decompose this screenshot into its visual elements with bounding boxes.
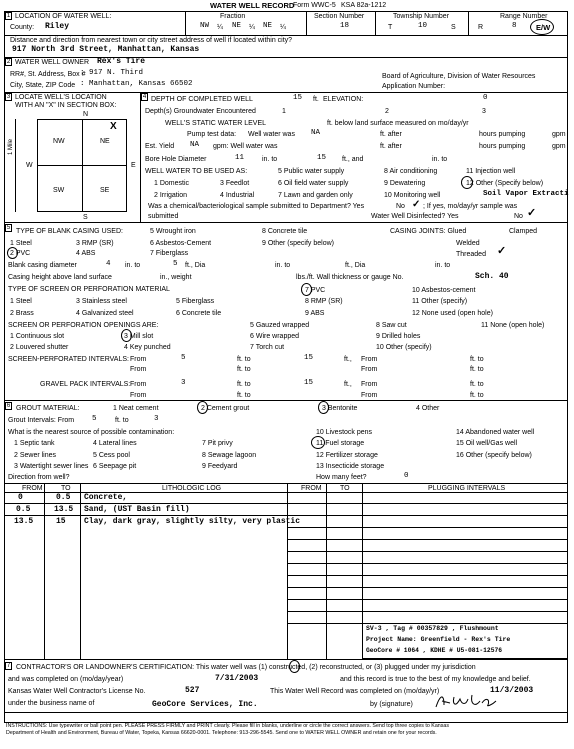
business-label: under the business name of bbox=[8, 700, 95, 707]
section-5-number: 5 bbox=[6, 225, 11, 231]
how-many-feet-value: 0 bbox=[404, 472, 409, 480]
pump-well-water-label: Well water was bbox=[248, 131, 295, 138]
ft-label: ft. bbox=[313, 96, 319, 103]
screen-option: 3 Stainless steel bbox=[76, 298, 127, 305]
groundwater-label: Depth(s) Groundwater Encountered bbox=[145, 108, 256, 115]
direction-label: Direction from well? bbox=[8, 474, 70, 481]
distance-label: Distance and direction from nearest town or city street address of well if located within city? bbox=[10, 37, 293, 44]
plug-header-to: TO bbox=[340, 485, 350, 492]
from-label: From bbox=[130, 356, 147, 363]
contam-option: 1 Septic tank bbox=[14, 440, 55, 447]
county-label: County: bbox=[10, 24, 35, 31]
mile-label: 1 Mile bbox=[8, 138, 14, 155]
casing-option: 5 Wrought iron bbox=[150, 228, 196, 235]
contam-option: 9 Feedyard bbox=[202, 463, 238, 470]
rr-label: RR#, St. Address, Box # bbox=[10, 71, 86, 78]
to-label: in. to bbox=[432, 156, 448, 163]
instructions-line-2: Department of Health and Environment, Bureau of Water, Topeka, Kansas 66620-0001. Telephone: 913-296-5545. Send one to WATER WELL OWNER and retain one for your records. bbox=[6, 730, 437, 736]
quarter-1: NW bbox=[200, 22, 210, 30]
screen-material-label: TYPE OF SCREEN OR PERFORATION MATERIAL bbox=[8, 286, 170, 293]
joints-label: CASING JOINTS: Glued bbox=[390, 228, 467, 235]
after-label: ft. after bbox=[380, 131, 402, 138]
to-label: ft. to bbox=[470, 381, 484, 388]
opening-option: 2 Louvered shutter bbox=[10, 344, 69, 351]
se-label: SE bbox=[100, 187, 110, 194]
use-option: 5 Public water supply bbox=[278, 168, 345, 175]
opening-option: 1 Continuous slot bbox=[10, 333, 65, 340]
bore-value: 11 bbox=[235, 154, 245, 162]
completed-label: and was completed on (mo/day/year) bbox=[8, 676, 124, 683]
elevation-label: ELEVATION: bbox=[323, 96, 364, 103]
hours-label: hours pumping bbox=[479, 143, 526, 150]
screen-option: 10 Asbestos-cement bbox=[412, 287, 476, 294]
use-label: WELL WATER TO BE USED AS: bbox=[145, 168, 248, 175]
welded-label: Welded bbox=[456, 240, 480, 247]
log-row-from: 0 bbox=[18, 493, 23, 502]
screen-option: 5 Fiberglass bbox=[176, 298, 215, 305]
ft-label: ft., bbox=[344, 356, 352, 363]
use-option: 8 Air conditioning bbox=[384, 168, 438, 175]
contam-option: 12 Fertilizer storage bbox=[316, 452, 378, 459]
note-line: Project Name: Greenfield - Rex's Tire bbox=[366, 636, 511, 643]
to-label: ft. to bbox=[470, 392, 484, 399]
plug-header-intervals: PLUGGING INTERVALS bbox=[428, 485, 506, 492]
casing-option-selected: 2 PVC bbox=[10, 250, 31, 257]
gravel-to-value: 15 bbox=[304, 379, 314, 387]
east-label: E bbox=[131, 162, 136, 169]
license-value: 527 bbox=[185, 686, 200, 695]
to-label: ft. to bbox=[237, 392, 251, 399]
pump-na: NA bbox=[311, 129, 321, 137]
range-r: R bbox=[478, 24, 484, 31]
in-to-label: in. to bbox=[262, 156, 278, 163]
gpm-label: gpm bbox=[552, 131, 566, 138]
opening-option: 4 Key punched bbox=[124, 344, 171, 351]
grout-label: GROUT MATERIAL: bbox=[16, 405, 80, 412]
gravel-from-value: 3 bbox=[181, 379, 186, 387]
casing-pvc-circle bbox=[7, 247, 18, 259]
use-option: 3 Feedlot bbox=[220, 180, 250, 187]
application-number-label: Application Number: bbox=[382, 83, 446, 90]
log-row-to: 0.5 bbox=[56, 493, 71, 502]
depth-value: 15 bbox=[293, 94, 303, 102]
log-row-to: 15 bbox=[56, 517, 66, 526]
from-label: From bbox=[130, 366, 147, 373]
casing-option: 9 Other (specify below) bbox=[262, 240, 334, 247]
casing-option: 1 Steel bbox=[10, 240, 32, 247]
perf-from-value: 5 bbox=[181, 354, 186, 362]
casing-option: 7 Fiberglass bbox=[150, 250, 189, 257]
ft-label: ft., bbox=[344, 381, 352, 388]
note-line: GeoCore # 1064 , KDHE # U5-081-12576 bbox=[366, 647, 503, 654]
gw-2: 2 bbox=[385, 108, 389, 115]
bore-label: Bore Hole Diameter bbox=[145, 156, 207, 163]
sw-label: SW bbox=[53, 187, 65, 194]
record-completed-label: This Water Well Record was completed on (mo/day/yr) bbox=[270, 688, 440, 695]
nw-label: NW bbox=[53, 138, 65, 145]
range-ew: E/W bbox=[536, 23, 551, 32]
opening-option: 5 Gauzed wrapped bbox=[250, 322, 310, 329]
section-3-number: 3 bbox=[6, 94, 11, 100]
in-to-label: in. to bbox=[435, 262, 451, 269]
disinfected-no-label: No bbox=[514, 213, 523, 220]
perf-to-value: 15 bbox=[304, 354, 314, 362]
contam-option: 8 Sewage lagoon bbox=[202, 452, 257, 459]
fraction-label: Fraction bbox=[220, 13, 246, 20]
owner-value: Rex's Tire bbox=[97, 57, 146, 66]
section-2-number: 2 bbox=[6, 59, 11, 65]
section-number-value: 18 bbox=[340, 22, 350, 30]
quarter-3: NE bbox=[263, 22, 273, 30]
log-row-desc: Clay, dark gray, slightly silty, very plastic bbox=[84, 517, 301, 526]
use-option: 4 Industrial bbox=[220, 192, 255, 199]
contam-option: 15 Oil well/Gas well bbox=[456, 440, 518, 447]
screen-option: 4 Galvanized steel bbox=[76, 310, 134, 317]
log-row-from: 13.5 bbox=[14, 517, 34, 526]
use-option: 11 Injection well bbox=[466, 168, 516, 175]
from-label: From bbox=[361, 381, 378, 388]
range-ew-circle bbox=[530, 19, 554, 35]
owner-label: WATER WELL OWNER bbox=[15, 59, 90, 66]
completed-value: 7/31/2003 bbox=[215, 674, 259, 683]
rr-value: : 917 N. Third bbox=[80, 69, 144, 77]
screen-option: 9 ABS bbox=[305, 310, 325, 317]
contam-option: 7 Pit privy bbox=[202, 440, 233, 447]
submitted-label: submitted bbox=[148, 213, 179, 220]
locate-label-1: LOCATE WELL'S LOCATION bbox=[15, 94, 107, 101]
contam-option: 5 Cess pool bbox=[93, 452, 130, 459]
log-row-from: 0.5 bbox=[16, 505, 31, 514]
section-4-number: 4 bbox=[142, 94, 147, 100]
if-yes-label: ; If yes, mo/day/yr sample was bbox=[423, 203, 518, 210]
section-7-number: 7 bbox=[6, 663, 11, 669]
address-value: 917 North 3rd Street, Manhattan, Kansas bbox=[12, 45, 200, 54]
static-level-label: WELL'S STATIC WATER LEVEL bbox=[165, 120, 267, 127]
after-label: ft. after bbox=[380, 143, 402, 150]
screen-option: 8 RMP (SR) bbox=[305, 298, 343, 305]
township-value: 10 bbox=[418, 22, 428, 30]
grout-option-selected: 3 Bentonite bbox=[322, 405, 358, 412]
other-use-value: Soil Vapor Extracti bbox=[483, 190, 569, 198]
location-label: LOCATION OF WATER WELL: bbox=[15, 13, 112, 20]
opening-option: 6 Wire wrapped bbox=[250, 333, 300, 340]
contam-option: 6 Seepage pit bbox=[93, 463, 137, 470]
yield-label: Est. Yield bbox=[145, 143, 175, 150]
casing-option: 8 Concrete tile bbox=[262, 228, 308, 235]
contam-option: 14 Abandoned water well bbox=[456, 429, 535, 436]
wall-thickness-label: lbs./ft. Wall thickness or gauge No. bbox=[296, 274, 404, 281]
casing-height-label: Casing height above land surface bbox=[8, 274, 112, 281]
in-to-label: in. to bbox=[275, 262, 291, 269]
gw-3: 3 bbox=[482, 108, 486, 115]
mill-slot-circle bbox=[121, 329, 132, 342]
from-label: From bbox=[361, 366, 378, 373]
township-t: T bbox=[388, 24, 393, 31]
quarter-symbol: ¼ bbox=[249, 24, 255, 31]
true-label: and this record is true to the best of my knowledge and belief. bbox=[340, 676, 531, 683]
grout-option: 4 Other bbox=[416, 405, 440, 412]
how-many-feet-label: How many feet? bbox=[316, 474, 367, 481]
north-label: N bbox=[83, 111, 89, 118]
grout-option: 1 Neat cement bbox=[113, 405, 159, 412]
screen-option: 2 Brass bbox=[10, 310, 34, 317]
log-row-desc: Concrete, bbox=[84, 493, 128, 502]
use-option: 10 Monitoring well bbox=[384, 192, 441, 199]
certification-label: CONTRACTOR'S OR LANDOWNER'S CERTIFICATION: This water well was (1) constructed, (2) reconstructed, or (3) plugged under my jurisdiction bbox=[16, 664, 476, 671]
county-value: Riley bbox=[45, 22, 70, 31]
to-label: ft. to bbox=[470, 356, 484, 363]
log-row-desc: Sand, (UST Basin fill) bbox=[84, 505, 190, 514]
quarter-symbol: ¼ bbox=[280, 24, 286, 31]
contamination-label: What is the nearest source of possible contamination: bbox=[8, 429, 175, 436]
form-title: WATER WELL RECORD bbox=[210, 1, 295, 10]
opening-option: 7 Torch cut bbox=[250, 344, 285, 351]
openings-label: SCREEN OR PERFORATION OPENINGS ARE: bbox=[8, 322, 159, 329]
contam-option: 3 Watertight sewer lines bbox=[14, 463, 89, 470]
opening-option: 9 Drilled holes bbox=[376, 333, 421, 340]
elevation-value: 0 bbox=[483, 94, 488, 102]
contam-option: 10 Livestock pens bbox=[316, 429, 373, 436]
use-12-circle bbox=[461, 176, 473, 189]
township-s: S bbox=[451, 24, 456, 31]
bore-to-value: 15 bbox=[317, 154, 327, 162]
opening-option: 11 None (open hole) bbox=[481, 322, 545, 329]
yield-gpm-label: gpm: Well water was bbox=[213, 143, 278, 150]
contam-option: 13 Insecticide storage bbox=[316, 463, 385, 470]
use-option: 1 Domestic bbox=[154, 180, 190, 187]
chem-no-check-icon: ✓ bbox=[412, 199, 421, 210]
blank-diameter-value: 4 bbox=[106, 260, 111, 268]
static-level-desc: ft. below land surface measured on mo/day/yr bbox=[327, 120, 469, 127]
screen-option: 1 Steel bbox=[10, 298, 32, 305]
screen-option: 12 None used (open hole) bbox=[412, 310, 493, 317]
cement-grout-circle bbox=[197, 401, 208, 414]
grout-intervals-label: Grout Intervals: From bbox=[8, 417, 75, 424]
chem-no-label: No bbox=[396, 203, 405, 210]
note-line: SV-3 , Tag # 00357829 , Flushmount bbox=[366, 625, 499, 632]
blank-diameter-label: Blank casing diameter bbox=[8, 262, 77, 269]
plug-header-from: FROM bbox=[301, 485, 322, 492]
to-label: ft. to bbox=[470, 366, 484, 373]
contam-option-selected: 11 Fuel storage bbox=[316, 440, 365, 447]
contam-option: 2 Sewer lines bbox=[14, 452, 57, 459]
section-number-label: Section Number bbox=[314, 13, 365, 20]
to-label: ft. to bbox=[237, 366, 251, 373]
casing-option: 6 Asbestos-Cement bbox=[150, 240, 212, 247]
ft-to-label: ft. to bbox=[115, 417, 129, 424]
use-option: 9 Dewatering bbox=[384, 180, 426, 187]
constructed-circle bbox=[289, 660, 300, 673]
disinfected-label: Water Well Disinfected? Yes bbox=[371, 213, 459, 220]
business-value: GeoCore Services, Inc. bbox=[152, 700, 258, 709]
contam-option: 16 Other (specify below) bbox=[456, 452, 532, 459]
township-label: Township Number bbox=[393, 13, 450, 20]
section-1-number: 1 bbox=[6, 13, 11, 19]
perforated-intervals-label: SCREEN-PERFORATED INTERVALS: bbox=[8, 356, 129, 363]
signature bbox=[432, 691, 502, 711]
screen-option: 11 Other (specify) bbox=[412, 298, 468, 305]
license-label: Kansas Water Well Contractor's License No. bbox=[8, 688, 146, 695]
wall-thickness-value: Sch. 40 bbox=[475, 272, 509, 281]
grout-to-value: 3 bbox=[154, 415, 159, 423]
use-option: 6 Oil field water supply bbox=[278, 180, 349, 187]
range-label: Range Number bbox=[500, 13, 548, 20]
ft-dia-label: ft., Dia bbox=[345, 262, 366, 269]
depth-label: DEPTH OF COMPLETED WELL bbox=[151, 96, 253, 103]
location-x-mark: X bbox=[110, 121, 117, 132]
ft-dia-label: ft., Dia bbox=[185, 262, 206, 269]
from-label: From bbox=[361, 356, 378, 363]
range-value: 8 bbox=[512, 22, 517, 30]
section-6-number: 6 bbox=[6, 403, 11, 409]
instructions-line-1: INSTRUCTIONS: Use typewriter or ball point pen. PLEASE PRESS FIRMLY and PRINT clearly. Please fill in blanks, underline or circle the correct answers. Send top three copies to Kansas bbox=[6, 723, 449, 729]
south-label: S bbox=[83, 214, 88, 221]
log-header-from: FROM bbox=[22, 485, 43, 492]
locate-label-2: WITH AN "X" IN SECTION BOX: bbox=[15, 102, 117, 109]
casing-option: 3 RMP (SR) bbox=[76, 240, 114, 247]
log-header-lithologic: LITHOLOGIC LOG bbox=[162, 485, 222, 492]
quarter-symbol: ¼ bbox=[217, 24, 223, 31]
blank-to-value: 5 bbox=[173, 260, 178, 268]
pump-test-label: Pump test data: bbox=[187, 131, 237, 138]
fuel-storage-circle bbox=[311, 436, 325, 449]
bentonite-circle bbox=[318, 401, 329, 414]
from-label: From bbox=[130, 381, 147, 388]
use-option: 2 Irrigation bbox=[154, 192, 188, 199]
to-label: ft. to bbox=[237, 356, 251, 363]
screen-option-selected: 7 PVC bbox=[305, 287, 326, 294]
and-label: ft., and bbox=[342, 156, 364, 163]
log-header-to: TO bbox=[61, 485, 71, 492]
to-label: ft. to bbox=[237, 381, 251, 388]
grout-from-value: 5 bbox=[92, 415, 97, 423]
screen-option: 6 Concrete tile bbox=[176, 310, 222, 317]
weight-label: in., weight bbox=[160, 274, 192, 281]
from-label: From bbox=[361, 392, 378, 399]
yield-na: NA bbox=[190, 141, 200, 149]
chem-sample-label: Was a chemical/bacteriological sample submitted to Department? Yes bbox=[148, 203, 365, 210]
gravel-intervals-label: GRAVEL PACK INTERVALS: bbox=[40, 381, 131, 388]
contam-option: 4 Lateral lines bbox=[93, 440, 137, 447]
disinfected-no-check-icon: ✓ bbox=[527, 207, 537, 219]
record-date-value: 11/3/2003 bbox=[490, 686, 534, 695]
opening-option: 10 Other (specify) bbox=[376, 344, 432, 351]
opening-option: 8 Saw cut bbox=[376, 322, 407, 329]
quarter-2: NE bbox=[232, 22, 242, 30]
gpm-label: gpm bbox=[552, 143, 566, 150]
signature-label: by (signature) bbox=[370, 701, 413, 708]
from-label: From bbox=[130, 392, 147, 399]
grout-option-selected: 2 Cement grout bbox=[201, 405, 250, 412]
in-to-label: in. to bbox=[125, 262, 141, 269]
gw-1: 1 bbox=[282, 108, 286, 115]
opening-option-selected: 3 Mill slot bbox=[124, 333, 154, 340]
casing-label: TYPE OF BLANK CASING USED: bbox=[16, 228, 123, 235]
use-option-selected: 12 Other (Specify below) bbox=[466, 180, 544, 187]
casing-option: 4 ABS bbox=[76, 250, 96, 257]
use-option: 7 Lawn and garden only bbox=[278, 192, 353, 199]
city-value: : Manhattan, Kansas 66502 bbox=[80, 80, 193, 88]
west-label: W bbox=[26, 162, 33, 169]
ne-label: NE bbox=[100, 138, 110, 145]
board-label: Board of Agriculture, Division of Water Resources bbox=[382, 73, 536, 80]
clamped-label: Clamped bbox=[509, 228, 538, 235]
threaded-label: Threaded bbox=[456, 251, 486, 258]
form-statute: KSA 82a-1212 bbox=[341, 2, 387, 9]
city-label: City, State, ZIP Code bbox=[10, 82, 76, 89]
hours-label: hours pumping bbox=[479, 131, 526, 138]
log-row-to: 13.5 bbox=[54, 505, 74, 514]
form-number: Form WWC-5 bbox=[293, 2, 336, 9]
screen-pvc-circle bbox=[301, 283, 312, 296]
threaded-check-icon: ✓ bbox=[497, 245, 507, 257]
